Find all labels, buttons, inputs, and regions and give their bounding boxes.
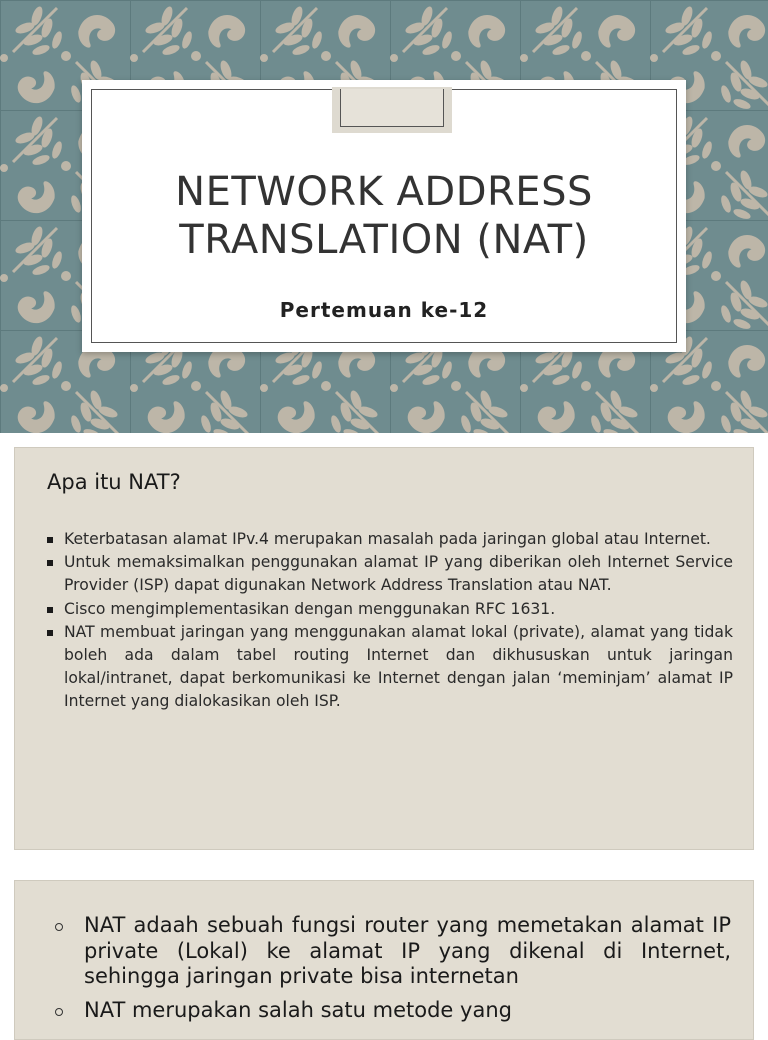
title-card [82,80,686,352]
bullet-item: NAT adaah sebuah fungsi router yang memetakan alamat IP private (Lokal) ke alamat IP yang dikenal di Internet, sehingga jaringan private bisa internetan [55,913,731,990]
bullet-item: Keterbatasan alamat IPv.4 merupakan masalah pada jaringan global atau Internet. [47,528,733,551]
title-slide [0,0,768,433]
nat-definition-slide [14,880,754,1040]
bullet-list [55,913,731,1031]
tab-inner-border [340,89,444,127]
bullet-item: Untuk memaksimalkan penggunakan alamat IP yang diberikan oleh Internet Service Provider (ISP) dapat digunakan Network Address Translation atau NAT. [47,551,733,597]
slide-subtitle: Pertemuan ke-12 [279,298,489,322]
title-card-tab-decoration [332,87,452,133]
bullet-item: NAT membuat jaringan yang menggunakan alamat lokal (private), alamat yang tidak boleh ada dalam tabel routing Internet dan dikhususkan untuk jaringan lokal/intranet, dapat berkomunikasi ke Internet dengan jalan ‘meminjam’ alamat IP Internet yang dialokasikan oleh ISP. [47,621,733,714]
title-card-border [91,89,677,343]
what-is-nat-slide [14,447,754,850]
bullet-item: NAT merupakan salah satu metode yang [55,998,731,1024]
slide-heading: Apa itu NAT? [47,470,181,494]
slide-title: NETWORK ADDRESS TRANSLATION (NAT) [175,169,593,263]
bullet-item: Cisco mengimplementasikan dengan menggunakan RFC 1631. [47,598,733,621]
bullet-list [47,528,733,714]
